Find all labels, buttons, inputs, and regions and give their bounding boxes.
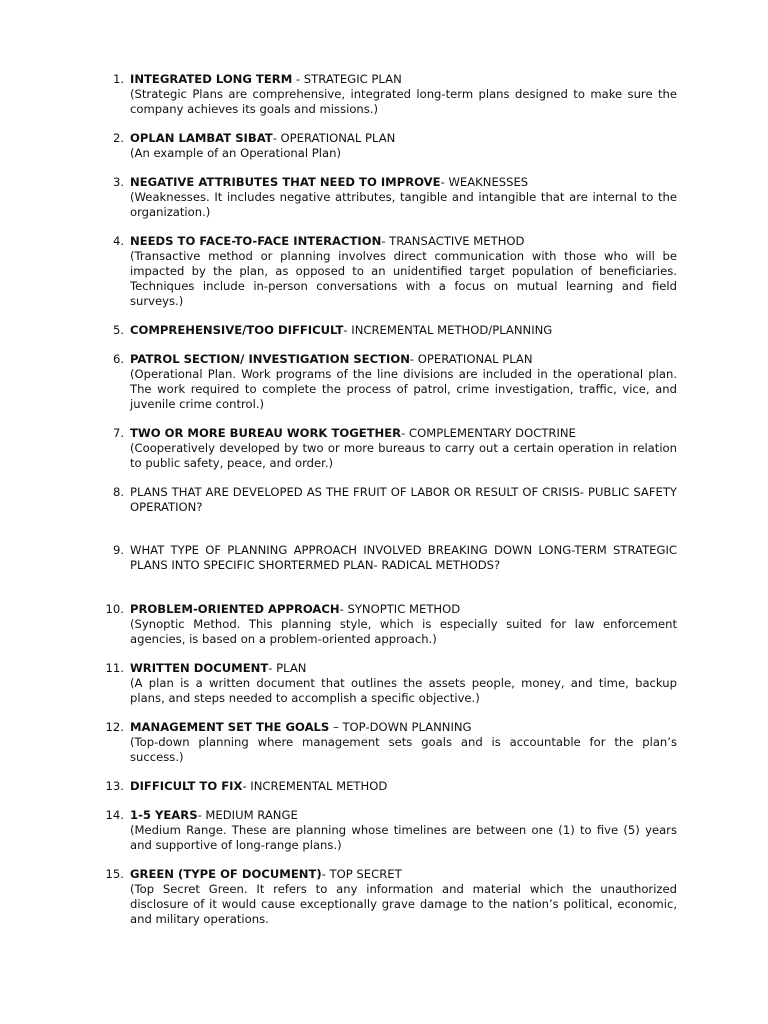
item-term: COMPREHENSIVE/TOO DIFFICULT (130, 323, 344, 337)
item-number: 8. (112, 485, 124, 499)
item-answer: – TOP-DOWN PLANNING (329, 720, 472, 734)
list-item-14 (0, 808, 768, 853)
item-term: OPLAN LAMBAT SIBAT (130, 131, 273, 145)
item-description: (Weaknesses. It includes negative attributes, tangible and intangible that are internal to the organization.) (130, 190, 677, 219)
item-description: (Top-down planning where management sets goals and is accountable for the plan’s success.) (130, 735, 677, 764)
list-item-9 (0, 543, 768, 573)
list-item-7 (0, 426, 768, 471)
item-answer: - MEDIUM RANGE (197, 808, 298, 822)
item-question: PLANS THAT ARE DEVELOPED AS THE FRUIT OF LABOR OR RESULT OF CRISIS- PUBLIC SAFETY OPERATION? (130, 485, 677, 514)
item-heading (130, 72, 677, 87)
item-description: (A plan is a written document that outlines the assets people, money, and time, backup plans, and steps needed to accomplish a specific objective.) (130, 676, 677, 705)
item-number: 14. (105, 808, 124, 822)
item-heading (130, 720, 677, 735)
item-question: WHAT TYPE OF PLANNING APPROACH INVOLVED BREAKING DOWN LONG-TERM STRATEGIC PLANS INTO SPECIFIC SHORTERMED PLAN- RADICAL METHODS? (130, 543, 677, 572)
item-answer: - SYNOPTIC METHOD (339, 602, 461, 616)
item-heading (130, 175, 677, 190)
item-heading (130, 602, 677, 617)
list-item-10 (0, 602, 768, 647)
item-answer: - WEAKNESSES (440, 175, 529, 189)
item-number: 9. (112, 543, 124, 557)
list-item-11 (0, 661, 768, 706)
item-answer: - INCREMENTAL METHOD/PLANNING (343, 323, 553, 337)
item-number: 13. (105, 779, 124, 793)
item-number: 3. (112, 175, 124, 189)
list-item-1 (0, 72, 768, 117)
item-heading (130, 808, 677, 823)
item-heading (130, 131, 677, 146)
item-term: PROBLEM-ORIENTED APPROACH (130, 602, 340, 616)
item-answer: - PLAN (268, 661, 307, 675)
item-term: DIFFICULT TO FIX (130, 779, 243, 793)
item-number: 12. (105, 720, 124, 734)
list-item-2 (0, 131, 768, 161)
item-description: (An example of an Operational Plan) (130, 146, 341, 160)
item-answer: - COMPLEMENTARY DOCTRINE (401, 426, 576, 440)
item-description: (Cooperatively developed by two or more bureaus to carry out a certain operation in relation to public safety, peace, and order.) (130, 441, 677, 470)
item-term: MANAGEMENT SET THE GOALS (130, 720, 330, 734)
item-description: (Synoptic Method. This planning style, which is especially suited for law enforcement agencies, is based on a problem-oriented approach.) (130, 617, 677, 646)
item-term: PATROL SECTION/ INVESTIGATION SECTION (130, 352, 410, 366)
item-number: 11. (105, 661, 124, 675)
list-item-5 (0, 323, 768, 338)
item-answer: - TOP SECRET (321, 867, 402, 881)
item-description: (Top Secret Green. It refers to any information and material which the unauthorized disclosure of it would cause exceptionally grave damage to the nation’s political, economic, and military operations. (130, 882, 677, 926)
item-term: TWO OR MORE BUREAU WORK TOGETHER (130, 426, 402, 440)
item-answer: - INCREMENTAL METHOD (242, 779, 388, 793)
item-heading (130, 323, 677, 338)
item-heading (130, 661, 677, 676)
item-heading (130, 779, 677, 794)
list-item-4 (0, 234, 768, 309)
item-answer: - OPERATIONAL PLAN (272, 131, 396, 145)
item-number: 6. (112, 352, 124, 366)
list-item-15 (0, 867, 768, 927)
item-number: 1. (112, 72, 124, 86)
item-number: 10. (105, 602, 124, 616)
list-item-13 (0, 779, 768, 794)
item-answer: - TRANSACTIVE METHOD (381, 234, 525, 248)
item-term: INTEGRATED LONG TERM (130, 72, 293, 86)
item-number: 15. (105, 867, 124, 881)
item-description: (Transactive method or planning involves direct communication with those who will be impacted by the plan, as opposed to an unidentified target population of beneficiaries. Techniques include in-person conversations with a focus on mutual learning and field surveys.) (130, 249, 677, 308)
list-item-6 (0, 352, 768, 412)
item-answer: - STRATEGIC PLAN (292, 72, 402, 86)
item-term: NEEDS TO FACE-TO-FACE INTERACTION (130, 234, 382, 248)
item-heading (130, 426, 677, 441)
item-heading (130, 867, 677, 882)
item-description: (Strategic Plans are comprehensive, integrated long-term plans designed to make sure the company achieves its goals and missions.) (130, 87, 677, 116)
item-number: 5. (112, 323, 124, 337)
item-term: GREEN (TYPE OF DOCUMENT) (130, 867, 322, 881)
item-number: 7. (112, 426, 124, 440)
item-number: 4. (112, 234, 124, 248)
item-term: WRITTEN DOCUMENT (130, 661, 269, 675)
item-heading (130, 352, 677, 367)
item-description: (Medium Range. These are planning whose timelines are between one (1) to five (5) years and supportive of long-range plans.) (130, 823, 677, 852)
item-heading (130, 234, 677, 249)
item-number: 2. (112, 131, 124, 145)
item-answer: - OPERATIONAL PLAN (409, 352, 533, 366)
item-description: (Operational Plan. Work programs of the line divisions are included in the operational plan. The work required to complete the process of patrol, crime investigation, traffic, vice, and juvenile crime control.) (130, 367, 677, 411)
item-term: NEGATIVE ATTRIBUTES THAT NEED TO IMPROVE (130, 175, 441, 189)
list-item-3 (0, 175, 768, 220)
list-item-8 (0, 485, 768, 515)
item-term: 1-5 YEARS (130, 808, 198, 822)
list-item-12 (0, 720, 768, 765)
